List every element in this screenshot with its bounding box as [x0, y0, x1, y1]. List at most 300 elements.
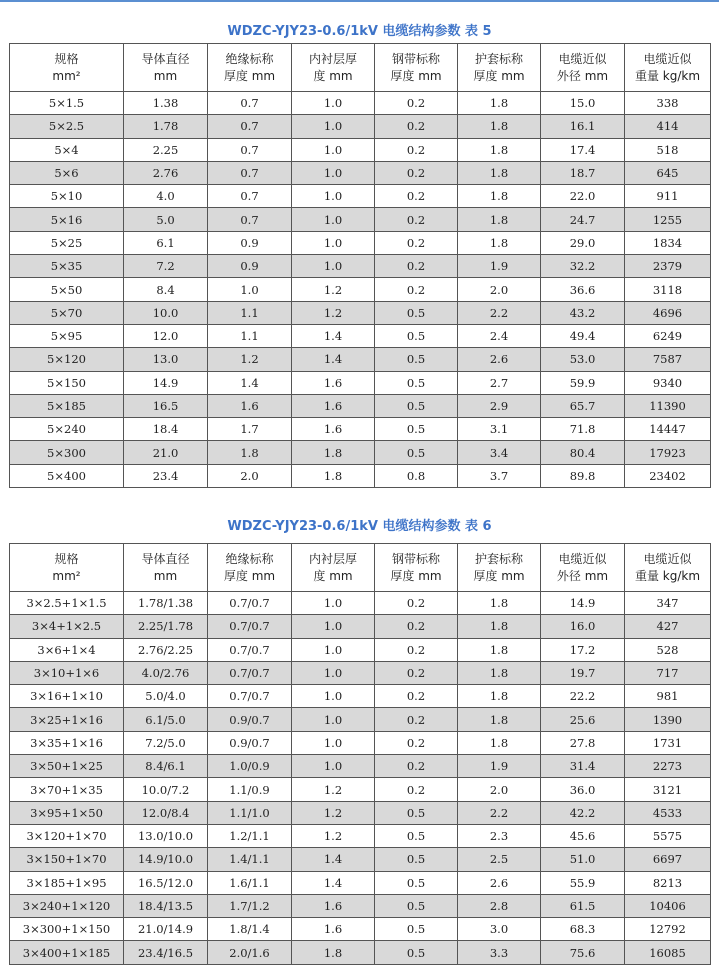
cell-insulation-thickness: 2.0/1.6 — [208, 941, 292, 964]
cell-insulation-thickness: 0.7/0.7 — [208, 661, 292, 684]
cell-conductor-diameter: 6.1 — [124, 231, 208, 254]
cell-inner-sheath-thickness: 1.0 — [292, 208, 375, 231]
header-unit: 重量 kg/km — [634, 68, 701, 83]
header-label: 钢带标称 — [391, 51, 440, 66]
cell-insulation-thickness: 1.7 — [208, 418, 292, 441]
cell-insulation-thickness: 1.4/1.1 — [208, 848, 292, 871]
header-row — [10, 44, 711, 92]
cell-spec: 5×120 — [10, 348, 124, 371]
table-row — [10, 418, 711, 441]
cell-inner-sheath-thickness: 1.6 — [292, 894, 375, 917]
cell-weight: 16085 — [625, 941, 711, 964]
cell-steel-tape-thickness: 0.2 — [375, 278, 458, 301]
cell-outer-diameter: 19.7 — [541, 661, 625, 684]
cell-conductor-diameter: 10.0 — [124, 301, 208, 324]
cell-spec: 3×400+1×185 — [10, 941, 124, 964]
cell-inner-sheath-thickness: 1.0 — [292, 755, 375, 778]
cell-outer-sheath-thickness: 2.2 — [458, 301, 541, 324]
cell-insulation-thickness: 0.7 — [208, 161, 292, 184]
cell-weight: 2273 — [625, 755, 711, 778]
cell-insulation-thickness: 1.2 — [208, 348, 292, 371]
cell-inner-sheath-thickness: 1.0 — [292, 92, 375, 115]
table-row — [10, 848, 711, 871]
cell-spec: 3×120+1×70 — [10, 824, 124, 847]
cell-steel-tape-thickness: 0.5 — [375, 918, 458, 941]
cell-insulation-thickness: 0.9 — [208, 231, 292, 254]
cell-inner-sheath-thickness: 1.6 — [292, 371, 375, 394]
cell-outer-sheath-thickness: 1.8 — [458, 185, 541, 208]
cell-steel-tape-thickness: 0.5 — [375, 371, 458, 394]
cell-spec: 3×150+1×70 — [10, 848, 124, 871]
cell-conductor-diameter: 1.78 — [124, 115, 208, 138]
table-row — [10, 278, 711, 301]
cell-insulation-thickness: 1.7/1.2 — [208, 894, 292, 917]
cell-weight: 8213 — [625, 871, 711, 894]
cell-outer-diameter: 36.0 — [541, 778, 625, 801]
cell-insulation-thickness: 0.9/0.7 — [208, 708, 292, 731]
table-row — [10, 348, 711, 371]
table-row — [10, 92, 711, 115]
cell-inner-sheath-thickness: 1.8 — [292, 441, 375, 464]
cell-steel-tape-thickness: 0.2 — [375, 661, 458, 684]
cell-steel-tape-thickness: 0.5 — [375, 394, 458, 417]
header-unit: 度 mm — [313, 68, 353, 83]
cell-outer-diameter: 55.9 — [541, 871, 625, 894]
cell-inner-sheath-thickness: 1.0 — [292, 638, 375, 661]
cell-steel-tape-thickness: 0.2 — [375, 731, 458, 754]
cell-conductor-diameter: 6.1/5.0 — [124, 708, 208, 731]
cell-weight: 23402 — [625, 464, 711, 487]
cell-spec: 3×25+1×16 — [10, 708, 124, 731]
header-unit: 厚度 mm — [223, 568, 276, 583]
cell-outer-sheath-thickness: 1.8 — [458, 231, 541, 254]
cell-weight: 10406 — [625, 894, 711, 917]
cell-steel-tape-thickness: 0.2 — [375, 778, 458, 801]
cell-outer-diameter: 68.3 — [541, 918, 625, 941]
top-rule — [0, 0, 719, 2]
cell-outer-sheath-thickness: 2.8 — [458, 894, 541, 917]
cell-outer-diameter: 45.6 — [541, 824, 625, 847]
cell-outer-diameter: 22.0 — [541, 185, 625, 208]
cell-outer-diameter: 53.0 — [541, 348, 625, 371]
header-outer-diameter — [541, 544, 625, 592]
header-insulation-thickness — [208, 44, 292, 92]
header-outer-sheath-thickness — [458, 44, 541, 92]
cell-outer-sheath-thickness: 1.8 — [458, 161, 541, 184]
cell-outer-sheath-thickness: 2.4 — [458, 324, 541, 347]
header-unit: 厚度 mm — [390, 568, 442, 583]
cell-inner-sheath-thickness: 1.0 — [292, 138, 375, 161]
cell-spec: 3×70+1×35 — [10, 778, 124, 801]
header-label: 电缆近似 — [558, 51, 607, 66]
cell-spec: 5×35 — [10, 255, 124, 278]
cell-outer-sheath-thickness: 1.8 — [458, 138, 541, 161]
cell-conductor-diameter: 18.4 — [124, 418, 208, 441]
table-row — [10, 301, 711, 324]
cell-spec: 5×2.5 — [10, 115, 124, 138]
cell-outer-diameter: 51.0 — [541, 848, 625, 871]
cell-insulation-thickness: 1.0 — [208, 278, 292, 301]
cell-outer-diameter: 14.9 — [541, 592, 625, 615]
table-row — [10, 255, 711, 278]
cell-outer-sheath-thickness: 3.7 — [458, 464, 541, 487]
table-row — [10, 208, 711, 231]
cell-conductor-diameter: 16.5 — [124, 394, 208, 417]
header-unit: mm — [153, 68, 178, 83]
header-label: 导体直径 — [141, 51, 190, 66]
cell-outer-diameter: 18.7 — [541, 161, 625, 184]
cell-insulation-thickness: 2.0 — [208, 464, 292, 487]
cell-outer-diameter: 42.2 — [541, 801, 625, 824]
cell-steel-tape-thickness: 0.2 — [375, 708, 458, 731]
cell-inner-sheath-thickness: 1.2 — [292, 801, 375, 824]
cell-conductor-diameter: 14.9 — [124, 371, 208, 394]
cell-insulation-thickness: 1.4 — [208, 371, 292, 394]
cell-inner-sheath-thickness: 1.0 — [292, 731, 375, 754]
cell-inner-sheath-thickness: 1.0 — [292, 185, 375, 208]
cell-inner-sheath-thickness: 1.0 — [292, 231, 375, 254]
cell-weight: 7587 — [625, 348, 711, 371]
cell-steel-tape-thickness: 0.2 — [375, 615, 458, 638]
cell-steel-tape-thickness: 0.5 — [375, 871, 458, 894]
cell-spec: 5×1.5 — [10, 92, 124, 115]
cell-steel-tape-thickness: 0.2 — [375, 115, 458, 138]
cell-weight: 347 — [625, 592, 711, 615]
header-label: 规格 — [54, 551, 79, 566]
table-row — [10, 685, 711, 708]
cell-outer-sheath-thickness: 2.7 — [458, 371, 541, 394]
cell-weight: 1255 — [625, 208, 711, 231]
cell-insulation-thickness: 1.0/0.9 — [208, 755, 292, 778]
cell-outer-diameter: 49.4 — [541, 324, 625, 347]
cell-insulation-thickness: 1.1/1.0 — [208, 801, 292, 824]
cell-outer-diameter: 27.8 — [541, 731, 625, 754]
cell-weight: 645 — [625, 161, 711, 184]
header-unit: 重量 kg/km — [634, 568, 701, 583]
header-spec — [10, 544, 124, 592]
cell-outer-diameter: 24.7 — [541, 208, 625, 231]
cell-insulation-thickness: 0.9/0.7 — [208, 731, 292, 754]
cell-spec: 5×4 — [10, 138, 124, 161]
cell-conductor-diameter: 2.76 — [124, 161, 208, 184]
header-label: 绝缘标称 — [225, 551, 274, 566]
cell-insulation-thickness: 1.6/1.1 — [208, 871, 292, 894]
cell-outer-diameter: 17.2 — [541, 638, 625, 661]
cell-inner-sheath-thickness: 1.6 — [292, 418, 375, 441]
cell-spec: 5×150 — [10, 371, 124, 394]
header-unit: 厚度 mm — [223, 68, 276, 83]
cell-outer-diameter: 71.8 — [541, 418, 625, 441]
cell-conductor-diameter: 5.0/4.0 — [124, 685, 208, 708]
cell-inner-sheath-thickness: 1.8 — [292, 941, 375, 964]
cell-steel-tape-thickness: 0.5 — [375, 801, 458, 824]
cell-outer-diameter: 43.2 — [541, 301, 625, 324]
cell-outer-diameter: 75.6 — [541, 941, 625, 964]
cell-inner-sheath-thickness: 1.0 — [292, 661, 375, 684]
cell-outer-sheath-thickness: 2.6 — [458, 871, 541, 894]
cell-spec: 3×240+1×120 — [10, 894, 124, 917]
header-outer-sheath-thickness — [458, 544, 541, 592]
header-steel-tape-thickness — [375, 44, 458, 92]
cell-weight: 1731 — [625, 731, 711, 754]
cell-weight: 1390 — [625, 708, 711, 731]
cell-inner-sheath-thickness: 1.4 — [292, 848, 375, 871]
cell-insulation-thickness: 1.6 — [208, 394, 292, 417]
header-row — [10, 544, 711, 592]
table-row — [10, 708, 711, 731]
header-unit: 厚度 mm — [473, 68, 525, 83]
cell-weight: 338 — [625, 92, 711, 115]
table-row — [10, 801, 711, 824]
cell-outer-diameter: 15.0 — [541, 92, 625, 115]
cell-outer-sheath-thickness: 1.8 — [458, 592, 541, 615]
cell-insulation-thickness: 1.8/1.4 — [208, 918, 292, 941]
cell-steel-tape-thickness: 0.2 — [375, 685, 458, 708]
cell-spec: 5×25 — [10, 231, 124, 254]
cell-inner-sheath-thickness: 1.2 — [292, 778, 375, 801]
cell-conductor-diameter: 4.0 — [124, 185, 208, 208]
table-row — [10, 161, 711, 184]
cell-outer-sheath-thickness: 2.5 — [458, 848, 541, 871]
table-row — [10, 894, 711, 917]
cell-spec: 3×16+1×10 — [10, 685, 124, 708]
header-label: 电缆近似 — [643, 51, 692, 66]
header-label: 规格 — [54, 51, 79, 66]
cell-spec: 3×6+1×4 — [10, 638, 124, 661]
cell-inner-sheath-thickness: 1.2 — [292, 301, 375, 324]
cell-outer-sheath-thickness: 1.8 — [458, 661, 541, 684]
cell-conductor-diameter: 1.38 — [124, 92, 208, 115]
header-unit: 外径 mm — [556, 68, 609, 83]
cell-spec: 3×185+1×95 — [10, 871, 124, 894]
cell-steel-tape-thickness: 0.5 — [375, 418, 458, 441]
table-row — [10, 231, 711, 254]
cell-weight: 1834 — [625, 231, 711, 254]
cell-outer-sheath-thickness: 1.8 — [458, 685, 541, 708]
header-label: 钢带标称 — [391, 551, 440, 566]
cell-insulation-thickness: 1.1 — [208, 324, 292, 347]
cell-spec: 5×300 — [10, 441, 124, 464]
header-unit: mm² — [52, 68, 81, 83]
cell-inner-sheath-thickness: 1.0 — [292, 115, 375, 138]
cell-inner-sheath-thickness: 1.0 — [292, 685, 375, 708]
cell-outer-sheath-thickness: 3.0 — [458, 918, 541, 941]
cell-conductor-diameter: 12.0/8.4 — [124, 801, 208, 824]
cell-outer-sheath-thickness: 2.6 — [458, 348, 541, 371]
cell-outer-diameter: 31.4 — [541, 755, 625, 778]
cell-spec: 5×240 — [10, 418, 124, 441]
header-label: 电缆近似 — [643, 551, 692, 566]
cell-spec: 5×6 — [10, 161, 124, 184]
cell-weight: 981 — [625, 685, 711, 708]
table-row — [10, 592, 711, 615]
header-steel-tape-thickness — [375, 544, 458, 592]
cell-outer-sheath-thickness: 1.8 — [458, 115, 541, 138]
cell-weight: 11390 — [625, 394, 711, 417]
table-row — [10, 441, 711, 464]
cell-steel-tape-thickness: 0.2 — [375, 208, 458, 231]
header-label: 内衬层厚 — [308, 551, 357, 566]
table-row — [10, 394, 711, 417]
cell-spec: 5×400 — [10, 464, 124, 487]
cell-insulation-thickness: 0.7 — [208, 208, 292, 231]
cell-weight: 6249 — [625, 324, 711, 347]
cell-insulation-thickness: 0.7 — [208, 115, 292, 138]
cell-conductor-diameter: 23.4 — [124, 464, 208, 487]
cell-outer-diameter: 16.0 — [541, 615, 625, 638]
cell-conductor-diameter: 2.76/2.25 — [124, 638, 208, 661]
cell-spec: 5×50 — [10, 278, 124, 301]
header-label: 内衬层厚 — [308, 51, 357, 66]
cell-conductor-diameter: 5.0 — [124, 208, 208, 231]
cell-weight: 3121 — [625, 778, 711, 801]
table-row — [10, 941, 711, 964]
cell-steel-tape-thickness: 0.2 — [375, 231, 458, 254]
cell-steel-tape-thickness: 0.5 — [375, 441, 458, 464]
cell-inner-sheath-thickness: 1.4 — [292, 871, 375, 894]
cell-weight: 911 — [625, 185, 711, 208]
cell-steel-tape-thickness: 0.2 — [375, 92, 458, 115]
cell-conductor-diameter: 18.4/13.5 — [124, 894, 208, 917]
table-row — [10, 615, 711, 638]
header-conductor-diameter — [124, 544, 208, 592]
cell-conductor-diameter: 13.0/10.0 — [124, 824, 208, 847]
cell-steel-tape-thickness: 0.2 — [375, 138, 458, 161]
cell-conductor-diameter: 21.0/14.9 — [124, 918, 208, 941]
header-unit: 厚度 mm — [473, 568, 525, 583]
cell-outer-sheath-thickness: 2.0 — [458, 278, 541, 301]
cell-insulation-thickness: 1.1/0.9 — [208, 778, 292, 801]
cell-weight: 5575 — [625, 824, 711, 847]
cell-weight: 3118 — [625, 278, 711, 301]
cell-insulation-thickness: 0.9 — [208, 255, 292, 278]
cell-inner-sheath-thickness: 1.0 — [292, 255, 375, 278]
cell-conductor-diameter: 2.25/1.78 — [124, 615, 208, 638]
cell-conductor-diameter: 7.2/5.0 — [124, 731, 208, 754]
header-label: 电缆近似 — [558, 551, 607, 566]
header-conductor-diameter — [124, 44, 208, 92]
cell-conductor-diameter: 13.0 — [124, 348, 208, 371]
cell-weight: 9340 — [625, 371, 711, 394]
cell-inner-sheath-thickness: 1.2 — [292, 824, 375, 847]
header-spec — [10, 44, 124, 92]
cell-weight: 6697 — [625, 848, 711, 871]
cell-outer-sheath-thickness: 1.8 — [458, 615, 541, 638]
cell-steel-tape-thickness: 0.5 — [375, 324, 458, 347]
cell-spec: 5×95 — [10, 324, 124, 347]
table-row — [10, 778, 711, 801]
table-row — [10, 918, 711, 941]
header-insulation-thickness — [208, 544, 292, 592]
cell-weight: 427 — [625, 615, 711, 638]
cell-conductor-diameter: 2.25 — [124, 138, 208, 161]
cell-outer-sheath-thickness: 1.9 — [458, 755, 541, 778]
header-label: 护套标称 — [474, 51, 523, 66]
cell-spec: 5×185 — [10, 394, 124, 417]
cell-weight: 4696 — [625, 301, 711, 324]
cell-spec: 5×10 — [10, 185, 124, 208]
cell-steel-tape-thickness: 0.5 — [375, 848, 458, 871]
cell-inner-sheath-thickness: 1.0 — [292, 615, 375, 638]
cell-weight: 14447 — [625, 418, 711, 441]
cell-inner-sheath-thickness: 1.6 — [292, 918, 375, 941]
cell-steel-tape-thickness: 0.5 — [375, 301, 458, 324]
cell-inner-sheath-thickness: 1.0 — [292, 708, 375, 731]
cell-outer-sheath-thickness: 2.3 — [458, 824, 541, 847]
cell-weight: 2379 — [625, 255, 711, 278]
cell-outer-diameter: 16.1 — [541, 115, 625, 138]
cell-steel-tape-thickness: 0.2 — [375, 161, 458, 184]
cell-inner-sheath-thickness: 1.8 — [292, 464, 375, 487]
table-row — [10, 185, 711, 208]
cell-weight: 17923 — [625, 441, 711, 464]
cell-conductor-diameter: 21.0 — [124, 441, 208, 464]
cell-spec: 3×50+1×25 — [10, 755, 124, 778]
cell-outer-sheath-thickness: 1.8 — [458, 731, 541, 754]
cell-outer-diameter: 32.2 — [541, 255, 625, 278]
header-unit: mm² — [52, 568, 81, 583]
cell-inner-sheath-thickness: 1.2 — [292, 278, 375, 301]
cell-conductor-diameter: 23.4/16.5 — [124, 941, 208, 964]
cell-outer-sheath-thickness: 3.4 — [458, 441, 541, 464]
cell-inner-sheath-thickness: 1.0 — [292, 161, 375, 184]
cell-weight: 717 — [625, 661, 711, 684]
cell-insulation-thickness: 0.7 — [208, 185, 292, 208]
cell-outer-sheath-thickness: 1.8 — [458, 638, 541, 661]
cell-steel-tape-thickness: 0.5 — [375, 894, 458, 917]
table-row — [10, 324, 711, 347]
cell-inner-sheath-thickness: 1.4 — [292, 348, 375, 371]
cell-outer-diameter: 17.4 — [541, 138, 625, 161]
table-row — [10, 638, 711, 661]
cell-insulation-thickness: 0.7 — [208, 138, 292, 161]
cell-insulation-thickness: 0.7/0.7 — [208, 685, 292, 708]
cell-weight: 4533 — [625, 801, 711, 824]
cell-conductor-diameter: 16.5/12.0 — [124, 871, 208, 894]
cell-spec: 3×4+1×2.5 — [10, 615, 124, 638]
cell-outer-diameter: 80.4 — [541, 441, 625, 464]
cell-weight: 12792 — [625, 918, 711, 941]
table-row — [10, 824, 711, 847]
table-row — [10, 661, 711, 684]
cell-insulation-thickness: 1.2/1.1 — [208, 824, 292, 847]
cell-conductor-diameter: 8.4 — [124, 278, 208, 301]
cell-outer-diameter: 22.2 — [541, 685, 625, 708]
cell-outer-diameter: 25.6 — [541, 708, 625, 731]
cell-weight: 528 — [625, 638, 711, 661]
cell-outer-sheath-thickness: 2.9 — [458, 394, 541, 417]
table-5-caption: WDZC-YJY23-0.6/1kV 电缆结构参数 表 5 — [227, 24, 492, 39]
cell-conductor-diameter: 8.4/6.1 — [124, 755, 208, 778]
header-outer-diameter — [541, 44, 625, 92]
header-unit: mm — [153, 568, 178, 583]
cell-insulation-thickness: 0.7/0.7 — [208, 638, 292, 661]
cell-spec: 5×70 — [10, 301, 124, 324]
cell-outer-sheath-thickness: 3.3 — [458, 941, 541, 964]
cell-conductor-diameter: 10.0/7.2 — [124, 778, 208, 801]
cell-outer-sheath-thickness: 2.0 — [458, 778, 541, 801]
cell-outer-sheath-thickness: 1.8 — [458, 208, 541, 231]
cell-steel-tape-thickness: 0.8 — [375, 464, 458, 487]
cell-outer-diameter: 65.7 — [541, 394, 625, 417]
header-label: 绝缘标称 — [225, 51, 274, 66]
header-unit: 外径 mm — [556, 568, 609, 583]
table-row — [10, 115, 711, 138]
cell-steel-tape-thickness: 0.5 — [375, 348, 458, 371]
cell-weight: 518 — [625, 138, 711, 161]
cell-conductor-diameter: 12.0 — [124, 324, 208, 347]
cell-steel-tape-thickness: 0.5 — [375, 824, 458, 847]
